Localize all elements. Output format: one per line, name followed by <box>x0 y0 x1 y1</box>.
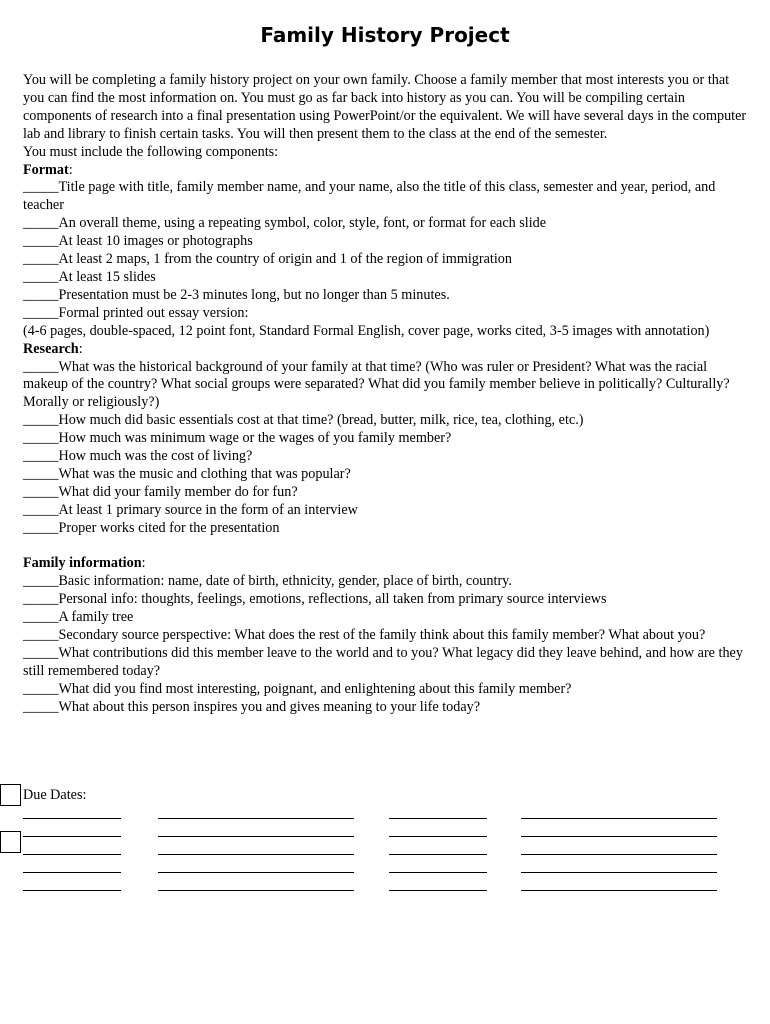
format-item: _____Formal printed out essay version: <box>23 304 249 321</box>
due-date-line[interactable] <box>389 854 487 855</box>
format-item: _____Presentation must be 2-3 minutes long, but no longer than 5 minutes. <box>23 286 450 303</box>
family-item: _____What about this person inspires you and gives meaning to your life today? <box>23 698 481 715</box>
due-date-line[interactable] <box>158 818 354 819</box>
research-item: _____What was the historical background of your family at that time? (Who was ruler or President? What was the racial makeup of the country? What social groups were separated? What did you family member believe in politically? Culturally? Morally or religiously?) <box>23 358 730 411</box>
include-line: You must include the following components: <box>23 143 279 160</box>
research-item: _____At least 1 primary source in the form of an interview <box>23 501 358 518</box>
due-date-line[interactable] <box>521 854 717 855</box>
research-heading-line: Research: <box>23 340 83 357</box>
family-heading: Family information <box>23 555 142 572</box>
research-heading: Research <box>23 340 79 357</box>
family-item: _____Personal info: thoughts, feelings, emotions, reflections, all taken from primary source interviews <box>23 591 607 608</box>
research-item: _____How much did basic essentials cost at that time? (bread, butter, milk, rice, tea, clothing, etc.) <box>23 412 584 429</box>
due-date-line[interactable] <box>158 854 354 855</box>
format-item: _____Title page with title, family member name, and your name, also the title of this class, semester and year, period, and teacher <box>23 179 716 214</box>
format-item: _____At least 10 images or photographs <box>23 233 253 250</box>
due-date-line[interactable] <box>158 836 354 837</box>
due-date-line[interactable] <box>23 836 121 837</box>
due-date-line[interactable] <box>521 818 717 819</box>
spacer <box>23 538 748 556</box>
page-title: Family History Project <box>260 23 510 47</box>
intro-paragraph: You will be completing a family history project on your own family. Choose a family member that most interests you or that you can find the most information on. You must go as far back into history as you can. You will be compiling certain components of research into a final presentation using PowerPoint/or the equivalent. We will have several days in the computer lab and library to finish certain tasks. You will then present them to the class at the end of the semester. <box>23 72 747 142</box>
form-checkbox[interactable] <box>0 831 21 853</box>
research-item: _____Proper works cited for the presentation <box>23 519 280 536</box>
format-item: _____At least 15 slides <box>23 268 156 285</box>
document-body <box>23 72 748 717</box>
due-date-line[interactable] <box>521 836 717 837</box>
research-item: _____What did your family member do for fun? <box>23 483 298 500</box>
family-item: _____A family tree <box>23 609 134 626</box>
format-note: (4-6 pages, double-spaced, 12 point font, Standard Formal English, cover page, works cited, 3-5 images with annotation) <box>23 322 710 339</box>
due-date-line[interactable] <box>23 890 121 891</box>
family-item: _____What contributions did this member leave to the world and to you? What legacy did they leave behind, and how are they still remembered today? <box>23 644 743 679</box>
due-date-line[interactable] <box>389 836 487 837</box>
research-item: _____How much was minimum wage or the wages of you family member? <box>23 430 452 447</box>
format-heading-line: Format: <box>23 161 73 178</box>
due-date-line[interactable] <box>389 818 487 819</box>
format-item: _____At least 2 maps, 1 from the country of origin and 1 of the region of immigration <box>23 251 512 268</box>
research-item: _____How much was the cost of living? <box>23 448 253 465</box>
family-item: _____What did you find most interesting, poignant, and enlightening about this family member? <box>23 680 572 697</box>
format-heading: Format <box>23 161 69 178</box>
due-date-line[interactable] <box>158 872 354 873</box>
research-item: _____What was the music and clothing that was popular? <box>23 465 351 482</box>
due-date-line[interactable] <box>521 872 717 873</box>
family-item: _____Basic information: name, date of birth, ethnicity, gender, place of birth, country. <box>23 573 512 590</box>
due-dates-label: Due Dates: <box>23 787 87 803</box>
due-date-line[interactable] <box>23 818 121 819</box>
form-checkbox[interactable] <box>0 784 21 806</box>
format-item: _____An overall theme, using a repeating symbol, color, style, font, or format for each slide <box>23 215 547 232</box>
due-date-line[interactable] <box>23 854 121 855</box>
due-date-line[interactable] <box>521 890 717 891</box>
due-date-line[interactable] <box>158 890 354 891</box>
family-item: _____Secondary source perspective: What does the rest of the family think about this family member? What about you? <box>23 627 706 644</box>
due-date-line[interactable] <box>389 872 487 873</box>
due-date-line[interactable] <box>389 890 487 891</box>
due-date-line[interactable] <box>23 872 121 873</box>
family-heading-line: Family information: <box>23 555 146 572</box>
